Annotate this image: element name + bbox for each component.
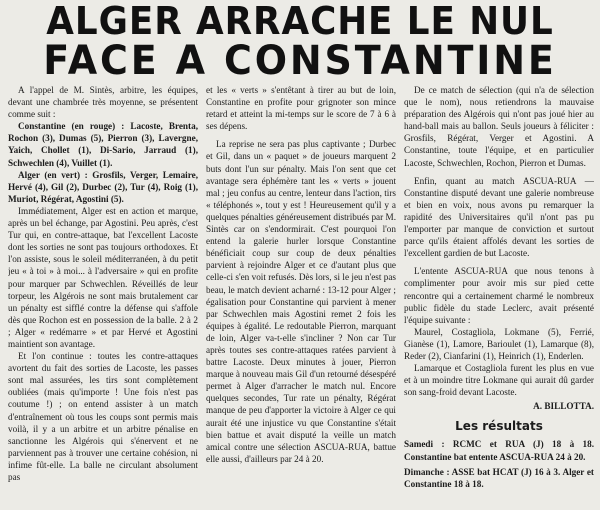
result-sunday: Dimanche : ASSE bat HCAT (J) 16 à 3. Alger et Constantine 18 à 18. <box>404 466 594 489</box>
intro-paragraph: A l'appel de M. Sintès, arbitre, les équipes, devant une chambrée très moyenne, se présentent comme suit : <box>8 85 198 120</box>
article-columns <box>8 84 598 510</box>
conclusion-paragraph: De ce match de sélection (qui n'a de sélection que le nom), nous retiendrons la mauvaise préparation des Algérois qui n'ont pas joué hier au hand-ball mais au ballon. Seuls joueurs à féliciter : Grosfils, Régérat, Verger et Agostini. A Constantine, toute l'équipe, et en particulier Lacoste, Schwechlen, Rochon, Pierron et Dumas. <box>404 85 594 168</box>
halftime-paragraph: et les « verts » s'entêtant à tirer au but de loin, Constantine en profite pour grignoter son mince retard et atteint la mi-temps sur le score de 7 à 6 à ses dépens. <box>206 85 396 132</box>
results-list <box>404 438 594 489</box>
team-alger: Alger (en vert) : Grosfils, Verger, Lemaire, Hervé (4), Gil (2), Durbec (2), Tur (4), Roig (1), Muriot, Régérat, Agostini (5). <box>8 169 198 204</box>
column-2 <box>206 84 396 510</box>
ascua-lineup: Maurel, Costagliola, Lokmane (5), Ferrié, Gianèse (1), Lamore, Barioulet (1), Lamarque (8), Reder (2), Cianfarini (1), Heinrich (1), Enderlen. <box>404 326 594 361</box>
continuation-paragraph: Et l'on continue : toutes les contre-attaques avortent du fait des sorties de Lacoste, les passes sont mal assurées, les tirs sont complètement oubliées (mais qu'importe ! Une fois n'est pas coutume !) ; on entend assister à un match d'entraînement où tous les coups sont permis mais voilà, il y a un arbitre et un arbitre pénalise en sanctionne les Algérois qui s'énervent et ne parviennent pas à trouver une certaine cohésion, ni infime fût-elle. La balle ne circulant absolument pas <box>8 351 198 482</box>
result-saturday: Samedi : RCMC et RUA (J) 18 à 18. Constantine bat entente ASCUA-RUA 24 à 20. <box>404 439 594 462</box>
author-signature: A. BILLOTTA. <box>533 401 594 412</box>
headline-line-1: ALGER ARRACHE LE NUL <box>46 0 554 43</box>
players-note: Lamarque et Costagliola furent les plus en vue et à un moindre titre Lokmane qui aurait dû garder son sang-froid devant Lacoste. <box>404 363 594 398</box>
ascua-rua-paragraph: Enfin, quant au match ASCUA-RUA — Constantine disputé devant une galerie nombreuse et bien en voix, nous avons pu remarquer la rapidité des Universitaires qu'il n'ont pas pu l'emporter par manque de conviction et surtout parce qu'ils étaient affolés devant les sorties de l'excellent gardien de but Lacoste. <box>404 175 594 259</box>
column-1 <box>8 84 198 510</box>
results-heading: Les résultats <box>455 419 543 434</box>
headline <box>0 0 600 82</box>
second-half-paragraph: La reprise ne sera pas plus captivante ; Durbec et Gil, dans un « paquet » de joueurs marquent 2 buts dont l'un sur pénalty. Mais l'on sent que cet avantage sera éphémère tant les « verts » jouent mal ; jeu confus au centre, lenteur dans l'action, tirs « téléphonés », tout y est ! Heureusement qu'il y a quelques pénalties généreusement distribués par M. Sintès car on s'endormirait. C'est pourquoi l'on entend la galerie hurler lorsque Constantine bénéficiait coup sur coup de deux pénalties parvient à rejoindre Alger et ce d'autant plus que celle-ci s'en voit refusés. Dès lors, si le jeu n'est pas beau, le match devient acharné : 13-12 pour Alger ; égalisation pour Constantine qui parvient à mener par Schwechlen mais Agostini remet 2 fois les équipes à égalité. Le redoutable Pierron, marquant de loin, Alger va-t-elle s'incliner ? Non car Tur après toutes ses contre-attaques ratées parvient à battre Lacoste. Deux minutes à jouer, Pierron marque à nouveau mais Gil d'un retourné désespéré permet à Alger d'arracher le match nul. Encore quelques secondes, Tur rate un pénalty, Régérat manque de peu d'apporter la victoire à Alger ce qui aurait été une injustice vu que Constantine s'était bien battue et avait disputé la veille un match amical contre une sélection ASCUA-RUA, battue elle aussi, d'ailleurs par 24 à 20. <box>206 139 396 464</box>
entente-paragraph: L'entente ASCUA-RUA que nous tenons à complimenter pour avoir mis sur pied cette rencontre qui a certainement charmé le nombreux public fidèle du stade Leclerc, avait présenté l'équipe suivante : <box>404 266 594 325</box>
first-half-paragraph: Immédiatement, Alger est en action et marque, après un bel échange, par Agostini. Peu après, c'est Tur qui, en contre-attaque, bat l'excellent Lacoste dont les sorties ne sont pas toujours orthodoxes. Et l'on assiste, sous le soleil méditerranéen, à du petit jeu « à toi » à moi... à l'adversaire » qui en profite pour marquer par Schwechlen. Réveillés de leur torpeur, les Algérois ne sont mais brutalement car un pénalty est sifflé contre la défense qui s'affole dès que Rochon est en possession de la balle. 2 à 2 ; Alger « redémarre » et par Hervé et Agostini maintient son avantage. <box>8 205 198 349</box>
team-constantine: Constantine (en rouge) : Lacoste, Brenta, Rochon (3), Dumas (5), Pierron (3), Lavergne, Yaich, Chollet (1), Di-Sario, Jarraud (1), Schwechlen (4), Vuillet (1). <box>8 121 198 168</box>
column-3 <box>404 84 594 510</box>
headline-line-2: FACE A CONSTANTINE <box>43 38 557 84</box>
